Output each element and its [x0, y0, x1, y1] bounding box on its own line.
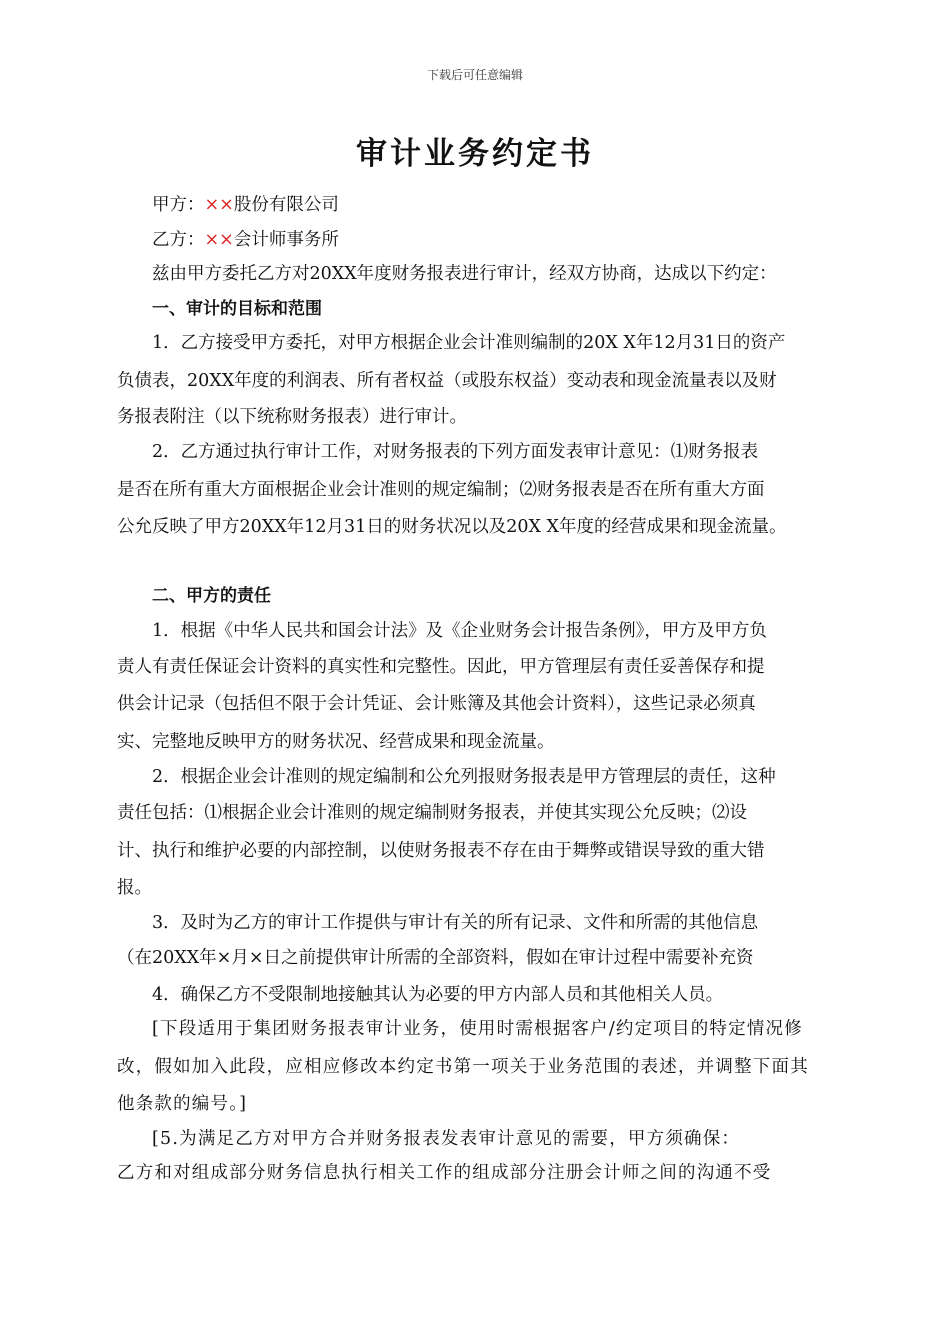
section1-heading: 一、审计的目标和范围 [152, 299, 322, 319]
note-line3: 他条款的编号。] [117, 1094, 248, 1114]
section2-p2-line1: 2．根据企业会计准则的规定编制和公允列报财务报表是甲方管理层的责任，这种 [152, 767, 776, 787]
party-b-label: 乙方： [152, 230, 205, 250]
section2-p4: 4．确保乙方不受限制地接触其认为必要的甲方内部人员和其他相关人员。 [152, 985, 724, 1005]
section2-p2-line3: 计、执行和维护必要的内部控制，以使财务报表不存在由于舞弊或错误导致的重大错 [117, 841, 765, 861]
intro-paragraph: 兹由甲方委托乙方对20XX年度财务报表进行审计，经双方协商，达成以下约定： [152, 264, 777, 284]
party-a-line [152, 193, 833, 217]
section2-p1-line2: 责人有责任保证会计资料的真实性和完整性。因此，甲方管理层有责任妥善保存和提 [117, 657, 765, 677]
section1-p1-line1: 1．乙方接受甲方委托，对甲方根据企业会计准则编制的20X X年12月31日的资产 [152, 333, 786, 353]
section2-p2-line2: 责任包括：⑴根据企业会计准则的规定编制财务报表，并使其实现公允反映；⑵设 [117, 803, 747, 823]
party-a-mark: ×× [204, 195, 234, 215]
section1-p2-line3: 公允反映了甲方20XX年12月31日的财务状况以及20X X年度的经营成果和现金流量。 [117, 517, 787, 537]
section2-p1-line3: 供会计记录（包括但不限于会计凭证、会计账簿及其他会计资料），这些记录必须真 [117, 694, 756, 714]
section2-p5-line2: 乙方和对组成部分财务信息执行相关工作的组成部分注册会计师之间的沟通不受 [117, 1163, 772, 1183]
section2-p1-line4: 实、完整地反映甲方的财务状况、经营成果和现金流量。 [117, 732, 555, 752]
party-b-name: 会计师事务所 [233, 230, 339, 250]
party-b-line [152, 228, 833, 252]
note-line1: [下段适用于集团财务报表审计业务，使用时需根据客户/约定项目的特定情况修 [152, 1019, 803, 1039]
party-a-name: 股份有限公司 [233, 195, 339, 215]
section2-p3-line1: 3．及时为乙方的审计工作提供与审计有关的所有记录、文件和所需的其他信息 [152, 913, 759, 933]
section1-p2-line1: 2．乙方通过执行审计工作，对财务报表的下列方面发表审计意见：⑴财务报表 [152, 442, 759, 462]
section2-heading: 二、甲方的责任 [152, 586, 271, 606]
party-b-mark: ×× [204, 230, 234, 250]
section2-p2-line4: 报。 [117, 878, 152, 898]
party-a-label: 甲方： [152, 195, 205, 215]
section1-p1-line3: 务报表附注（以下统称财务报表）进行审计。 [117, 407, 467, 427]
note-line2: 改，假如加入此段，应相应修改本约定书第一项关于业务范围的表述，并调整下面其 [117, 1057, 809, 1077]
section2-p3-line2: （在20XX年×月×日之前提供审计所需的全部资料，假如在审计过程中需要补充资 [117, 948, 754, 968]
header-note: 下载后可任意编辑 [426, 68, 523, 82]
document-title: 审计业务约定书 [356, 136, 594, 172]
section1-p1-line2: 负债表，20XX年度的利润表、所有者权益（或股东权益）变动表和现金流量表以及财 [117, 371, 777, 391]
section2-p1-line1: 1．根据《中华人民共和国会计法》及《企业财务会计报告条例》，甲方及甲方负 [152, 621, 767, 641]
section1-p2-line2: 是否在所有重大方面根据企业会计准则的规定编制；⑵财务报表是否在所有重大方面 [117, 480, 765, 500]
section2-p5-line1: [5.为满足乙方对甲方合并财务报表发表审计意见的需要，甲方须确保： [152, 1129, 741, 1149]
